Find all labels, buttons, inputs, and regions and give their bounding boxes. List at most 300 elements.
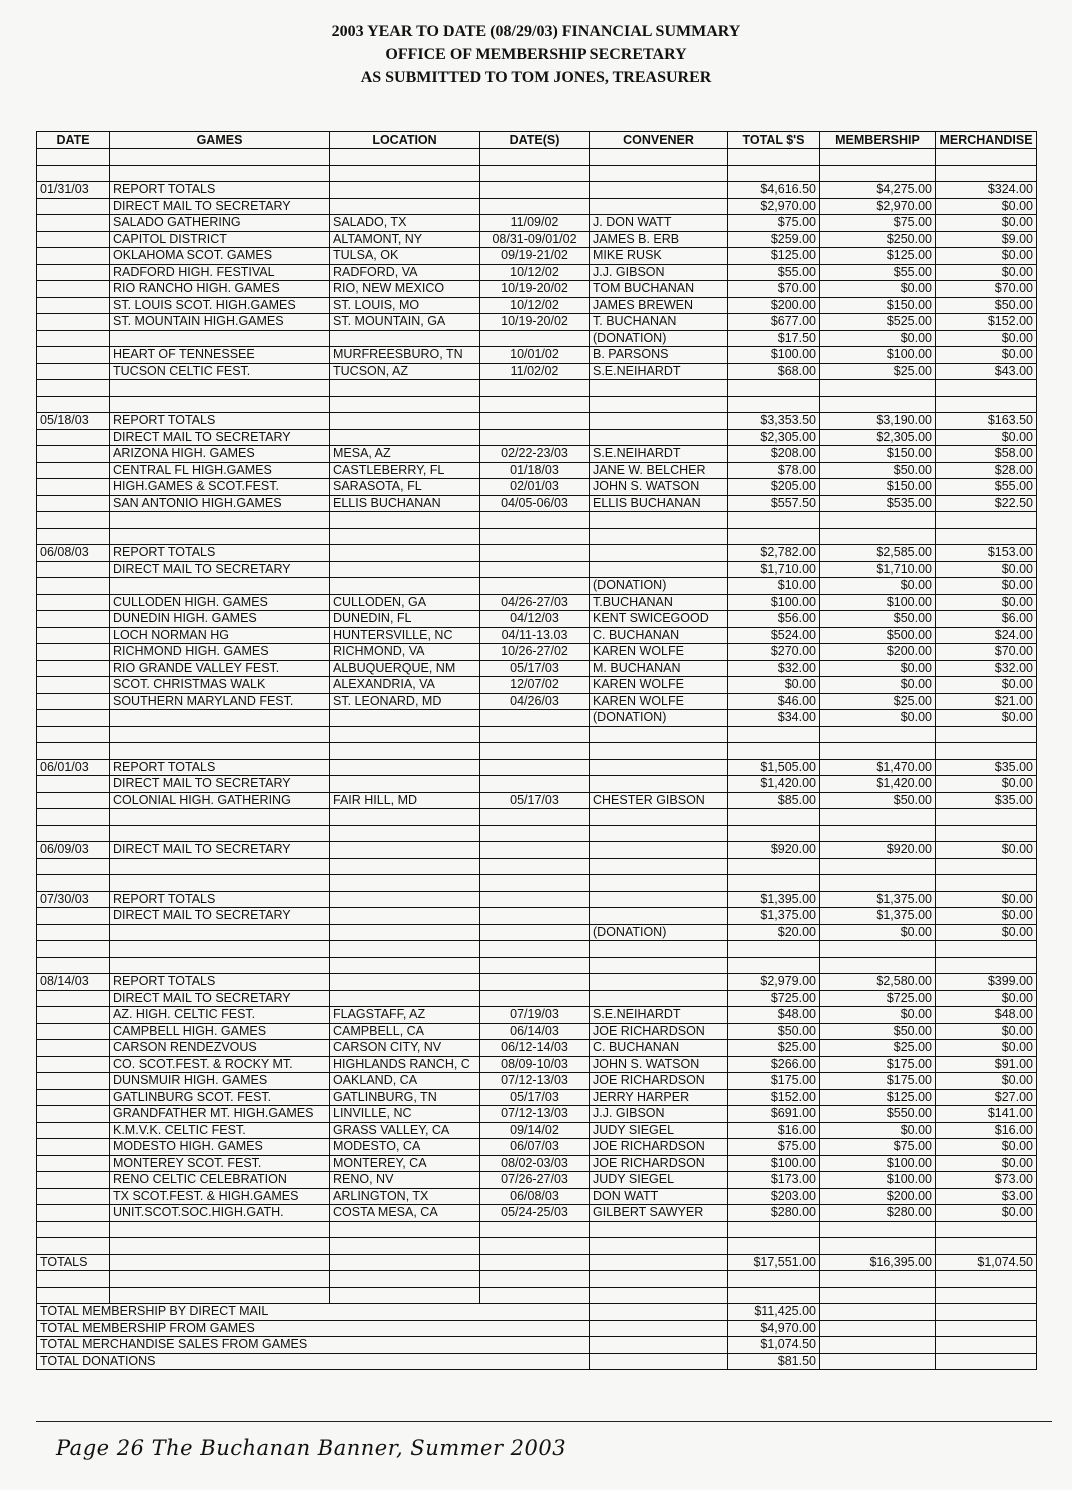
table-row xyxy=(37,264,1037,281)
cell-dates xyxy=(480,182,590,199)
cell-merchandise: $0.00 xyxy=(936,891,1037,908)
cell-merchandise: $6.00 xyxy=(936,611,1037,628)
cell-games xyxy=(110,380,330,397)
cell-location xyxy=(330,990,480,1007)
cell-merchandise xyxy=(936,825,1037,842)
cell-location: CASTLEBERRY, FL xyxy=(330,462,480,479)
cell-games: DIRECT MAIL TO SECRETARY xyxy=(110,561,330,578)
cell-games xyxy=(110,726,330,743)
cell-date xyxy=(37,1007,110,1024)
cell-convener: (DONATION) xyxy=(590,578,728,595)
cell-location: ST. LEONARD, MD xyxy=(330,693,480,710)
cell-membership: $25.00 xyxy=(820,363,936,380)
cell-convener xyxy=(590,165,728,182)
cell-convener: C. BUCHANAN xyxy=(590,627,728,644)
cell-total: $70.00 xyxy=(728,281,820,298)
cell-location: HUNTERSVILLE, NC xyxy=(330,627,480,644)
cell-games: MODESTO HIGH. GAMES xyxy=(110,1139,330,1156)
cell-merchandise: $0.00 xyxy=(936,347,1037,364)
cell-games xyxy=(110,710,330,727)
cell-membership xyxy=(820,858,936,875)
cell-membership: $16,395.00 xyxy=(820,1254,936,1271)
cell-membership: $920.00 xyxy=(820,842,936,859)
cell-date xyxy=(37,363,110,380)
cell-date xyxy=(37,1089,110,1106)
cell-convener xyxy=(590,1238,728,1255)
summary-empty xyxy=(820,1320,936,1337)
cell-date xyxy=(37,644,110,661)
table-row xyxy=(37,842,1037,859)
summary-gap xyxy=(590,1304,728,1321)
cell-merchandise: $21.00 xyxy=(936,693,1037,710)
table-row xyxy=(37,644,1037,661)
cell-date: 07/30/03 xyxy=(37,891,110,908)
cell-date xyxy=(37,1287,110,1304)
cell-membership xyxy=(820,875,936,892)
cell-membership xyxy=(820,941,936,958)
cell-convener: T. BUCHANAN xyxy=(590,314,728,331)
cell-date xyxy=(37,792,110,809)
cell-games: CAPITOL DISTRICT xyxy=(110,231,330,248)
cell-date xyxy=(37,1122,110,1139)
cell-membership: $0.00 xyxy=(820,281,936,298)
cell-date xyxy=(37,281,110,298)
cell-date xyxy=(37,347,110,364)
cell-convener xyxy=(590,1254,728,1271)
cell-merchandise: $0.00 xyxy=(936,198,1037,215)
cell-membership: $25.00 xyxy=(820,693,936,710)
cell-membership: $0.00 xyxy=(820,330,936,347)
cell-dates xyxy=(480,545,590,562)
cell-membership: $500.00 xyxy=(820,627,936,644)
cell-games: RENO CELTIC CELEBRATION xyxy=(110,1172,330,1189)
cell-date xyxy=(37,710,110,727)
cell-date: 05/18/03 xyxy=(37,413,110,430)
cell-location xyxy=(330,396,480,413)
table-row xyxy=(37,693,1037,710)
cell-location: ELLIS BUCHANAN xyxy=(330,495,480,512)
cell-convener: C. BUCHANAN xyxy=(590,1040,728,1057)
cell-dates xyxy=(480,957,590,974)
cell-dates: 10/12/02 xyxy=(480,264,590,281)
table-row xyxy=(37,1254,1037,1271)
table-row xyxy=(37,809,1037,826)
cell-total: $1,375.00 xyxy=(728,908,820,925)
cell-total: $17,551.00 xyxy=(728,1254,820,1271)
cell-date xyxy=(37,1155,110,1172)
cell-location: COSTA MESA, CA xyxy=(330,1205,480,1222)
cell-games: CO. SCOT.FEST. & ROCKY MT. xyxy=(110,1056,330,1073)
cell-total xyxy=(728,512,820,529)
cell-membership: $100.00 xyxy=(820,347,936,364)
cell-merchandise: $0.00 xyxy=(936,1040,1037,1057)
cell-membership: $525.00 xyxy=(820,314,936,331)
cell-date xyxy=(37,908,110,925)
cell-merchandise: $0.00 xyxy=(936,264,1037,281)
summary-row xyxy=(37,1320,1037,1337)
table-row xyxy=(37,512,1037,529)
cell-games: REPORT TOTALS xyxy=(110,545,330,562)
cell-total: $1,395.00 xyxy=(728,891,820,908)
cell-games: MONTEREY SCOT. FEST. xyxy=(110,1155,330,1172)
cell-merchandise xyxy=(936,528,1037,545)
cell-location xyxy=(330,908,480,925)
table-row xyxy=(37,528,1037,545)
cell-dates xyxy=(480,908,590,925)
cell-games: CAMPBELL HIGH. GAMES xyxy=(110,1023,330,1040)
cell-merchandise: $0.00 xyxy=(936,429,1037,446)
cell-merchandise xyxy=(936,743,1037,760)
cell-games xyxy=(110,957,330,974)
cell-dates: 10/19-20/02 xyxy=(480,314,590,331)
cell-merchandise: $0.00 xyxy=(936,710,1037,727)
cell-location: GATLINBURG, TN xyxy=(330,1089,480,1106)
cell-membership xyxy=(820,1271,936,1288)
table-row xyxy=(37,1122,1037,1139)
summary-row xyxy=(37,1337,1037,1354)
footer-rule xyxy=(36,1421,1052,1422)
table-row xyxy=(37,363,1037,380)
cell-total: $175.00 xyxy=(728,1073,820,1090)
cell-total xyxy=(728,941,820,958)
cell-convener: JOE RICHARDSON xyxy=(590,1023,728,1040)
cell-membership: $50.00 xyxy=(820,1023,936,1040)
cell-membership: $250.00 xyxy=(820,231,936,248)
cell-games: DIRECT MAIL TO SECRETARY xyxy=(110,429,330,446)
cell-merchandise: $73.00 xyxy=(936,1172,1037,1189)
cell-location xyxy=(330,182,480,199)
table-row xyxy=(37,1287,1037,1304)
cell-location xyxy=(330,974,480,991)
cell-date xyxy=(37,495,110,512)
cell-total: $50.00 xyxy=(728,1023,820,1040)
header-row xyxy=(37,132,1037,149)
table-row xyxy=(37,429,1037,446)
cell-convener xyxy=(590,809,728,826)
cell-date xyxy=(37,462,110,479)
cell-dates xyxy=(480,578,590,595)
cell-merchandise xyxy=(936,941,1037,958)
cell-total: $270.00 xyxy=(728,644,820,661)
cell-total: $55.00 xyxy=(728,264,820,281)
cell-date xyxy=(37,429,110,446)
cell-location xyxy=(330,512,480,529)
cell-merchandise xyxy=(936,396,1037,413)
cell-convener xyxy=(590,858,728,875)
cell-date xyxy=(37,248,110,265)
cell-dates xyxy=(480,528,590,545)
cell-games: REPORT TOTALS xyxy=(110,413,330,430)
cell-convener: CHESTER GIBSON xyxy=(590,792,728,809)
table-row xyxy=(37,1023,1037,1040)
cell-convener: JOHN S. WATSON xyxy=(590,1056,728,1073)
cell-dates: 05/24-25/03 xyxy=(480,1205,590,1222)
cell-dates: 06/07/03 xyxy=(480,1139,590,1156)
cell-total: $200.00 xyxy=(728,297,820,314)
cell-games: SCOT. CHRISTMAS WALK xyxy=(110,677,330,694)
cell-membership: $1,470.00 xyxy=(820,759,936,776)
cell-convener xyxy=(590,726,728,743)
cell-total: $259.00 xyxy=(728,231,820,248)
summary-empty xyxy=(936,1304,1037,1321)
cell-convener: S.E.NEIHARDT xyxy=(590,1007,728,1024)
cell-date xyxy=(37,594,110,611)
cell-games: GRANDFATHER MT. HIGH.GAMES xyxy=(110,1106,330,1123)
cell-membership: $50.00 xyxy=(820,462,936,479)
cell-merchandise xyxy=(936,1287,1037,1304)
cell-date xyxy=(37,528,110,545)
cell-dates: 10/01/02 xyxy=(480,347,590,364)
table-row xyxy=(37,314,1037,331)
cell-membership xyxy=(820,1221,936,1238)
cell-membership: $100.00 xyxy=(820,1155,936,1172)
cell-membership xyxy=(820,743,936,760)
cell-games: RICHMOND HIGH. GAMES xyxy=(110,644,330,661)
cell-games: RADFORD HIGH. FESTIVAL xyxy=(110,264,330,281)
cell-total: $48.00 xyxy=(728,1007,820,1024)
table-row xyxy=(37,396,1037,413)
cell-membership xyxy=(820,528,936,545)
cell-total: $1,710.00 xyxy=(728,561,820,578)
cell-total: $100.00 xyxy=(728,347,820,364)
cell-total: $2,970.00 xyxy=(728,198,820,215)
cell-dates: 10/26-27/02 xyxy=(480,644,590,661)
summary-label: TOTAL MEMBERSHIP BY DIRECT MAIL xyxy=(37,1304,590,1321)
cell-location: GRASS VALLEY, CA xyxy=(330,1122,480,1139)
cell-location: MODESTO, CA xyxy=(330,1139,480,1156)
table-row xyxy=(37,281,1037,298)
table-row xyxy=(37,1073,1037,1090)
summary-empty xyxy=(936,1337,1037,1354)
cell-date xyxy=(37,1040,110,1057)
cell-games: DIRECT MAIL TO SECRETARY xyxy=(110,990,330,1007)
cell-convener: JOHN S. WATSON xyxy=(590,479,728,496)
cell-convener: TOM BUCHANAN xyxy=(590,281,728,298)
cell-location xyxy=(330,380,480,397)
cell-dates xyxy=(480,875,590,892)
cell-dates: 06/08/03 xyxy=(480,1188,590,1205)
cell-membership xyxy=(820,957,936,974)
table-row xyxy=(37,495,1037,512)
cell-convener xyxy=(590,396,728,413)
cell-membership: $50.00 xyxy=(820,611,936,628)
cell-total: $266.00 xyxy=(728,1056,820,1073)
summary-gap xyxy=(590,1320,728,1337)
col-header-total: TOTAL $'S xyxy=(728,132,820,149)
table-row xyxy=(37,1040,1037,1057)
cell-location xyxy=(330,330,480,347)
cell-convener xyxy=(590,941,728,958)
cell-location xyxy=(330,561,480,578)
cell-location: RIO, NEW MEXICO xyxy=(330,281,480,298)
cell-date xyxy=(37,693,110,710)
cell-membership xyxy=(820,726,936,743)
cell-dates xyxy=(480,413,590,430)
cell-merchandise: $55.00 xyxy=(936,479,1037,496)
cell-merchandise xyxy=(936,875,1037,892)
table-row xyxy=(37,347,1037,364)
cell-total xyxy=(728,825,820,842)
cell-total: $25.00 xyxy=(728,1040,820,1057)
cell-total: $16.00 xyxy=(728,1122,820,1139)
table-row xyxy=(37,1172,1037,1189)
table-row xyxy=(37,545,1037,562)
cell-location: ALTAMONT, NY xyxy=(330,231,480,248)
table-row xyxy=(37,908,1037,925)
cell-dates xyxy=(480,842,590,859)
cell-merchandise: $0.00 xyxy=(936,1139,1037,1156)
cell-total xyxy=(728,743,820,760)
table-row xyxy=(37,446,1037,463)
cell-date xyxy=(37,677,110,694)
cell-membership: $0.00 xyxy=(820,660,936,677)
header-office-line: OFFICE OF MEMBERSHIP SECRETARY xyxy=(385,46,687,63)
table-row xyxy=(37,990,1037,1007)
cell-merchandise: $0.00 xyxy=(936,1073,1037,1090)
cell-convener: (DONATION) xyxy=(590,330,728,347)
cell-date xyxy=(37,1221,110,1238)
cell-date xyxy=(37,957,110,974)
cell-dates xyxy=(480,165,590,182)
cell-dates: 05/17/03 xyxy=(480,660,590,677)
cell-membership: $2,585.00 xyxy=(820,545,936,562)
summary-value: $81.50 xyxy=(728,1353,820,1370)
cell-date xyxy=(37,165,110,182)
table-row xyxy=(37,825,1037,842)
cell-total: $152.00 xyxy=(728,1089,820,1106)
cell-total xyxy=(728,875,820,892)
cell-games: DUNSMUIR HIGH. GAMES xyxy=(110,1073,330,1090)
cell-convener xyxy=(590,413,728,430)
cell-convener: J. DON WATT xyxy=(590,215,728,232)
cell-total xyxy=(728,396,820,413)
cell-dates: 07/26-27/03 xyxy=(480,1172,590,1189)
cell-date xyxy=(37,264,110,281)
table-body xyxy=(37,149,1037,1370)
cell-total: $173.00 xyxy=(728,1172,820,1189)
cell-dates xyxy=(480,924,590,941)
cell-membership: $0.00 xyxy=(820,578,936,595)
cell-dates xyxy=(480,759,590,776)
cell-merchandise: $152.00 xyxy=(936,314,1037,331)
cell-location: CAMPBELL, CA xyxy=(330,1023,480,1040)
cell-date xyxy=(37,611,110,628)
cell-convener xyxy=(590,743,728,760)
cell-games: RIO RANCHO HIGH. GAMES xyxy=(110,281,330,298)
cell-total: $725.00 xyxy=(728,990,820,1007)
cell-merchandise xyxy=(936,512,1037,529)
cell-merchandise: $16.00 xyxy=(936,1122,1037,1139)
cell-location xyxy=(330,1221,480,1238)
table-row xyxy=(37,297,1037,314)
cell-location xyxy=(330,1271,480,1288)
cell-games: OKLAHOMA SCOT. GAMES xyxy=(110,248,330,265)
cell-games: DIRECT MAIL TO SECRETARY xyxy=(110,842,330,859)
cell-games xyxy=(110,825,330,842)
table-row xyxy=(37,578,1037,595)
cell-total: $920.00 xyxy=(728,842,820,859)
cell-membership: $125.00 xyxy=(820,248,936,265)
cell-location: RICHMOND, VA xyxy=(330,644,480,661)
cell-games: HIGH.GAMES & SCOT.FEST. xyxy=(110,479,330,496)
summary-label: TOTAL DONATIONS xyxy=(37,1353,590,1370)
cell-date xyxy=(37,660,110,677)
cell-date xyxy=(37,512,110,529)
cell-total: $85.00 xyxy=(728,792,820,809)
cell-membership: $725.00 xyxy=(820,990,936,1007)
cell-date xyxy=(37,1139,110,1156)
cell-games: RIO GRANDE VALLEY FEST. xyxy=(110,660,330,677)
cell-location xyxy=(330,528,480,545)
table-row xyxy=(37,165,1037,182)
cell-membership: $0.00 xyxy=(820,1122,936,1139)
cell-location: RENO, NV xyxy=(330,1172,480,1189)
cell-convener: KAREN WOLFE xyxy=(590,693,728,710)
cell-total xyxy=(728,165,820,182)
cell-games: HEART OF TENNESSEE xyxy=(110,347,330,364)
cell-games: CARSON RENDEZVOUS xyxy=(110,1040,330,1057)
cell-merchandise: $22.50 xyxy=(936,495,1037,512)
cell-dates: 07/12-13/03 xyxy=(480,1106,590,1123)
cell-convener: GILBERT SAWYER xyxy=(590,1205,728,1222)
cell-membership xyxy=(820,1287,936,1304)
cell-membership: $3,190.00 xyxy=(820,413,936,430)
cell-date xyxy=(37,858,110,875)
table-row xyxy=(37,1106,1037,1123)
table-row xyxy=(37,413,1037,430)
cell-location xyxy=(330,809,480,826)
cell-location: FLAGSTAFF, AZ xyxy=(330,1007,480,1024)
cell-merchandise: $0.00 xyxy=(936,776,1037,793)
cell-date: 06/09/03 xyxy=(37,842,110,859)
summary-value: $1,074.50 xyxy=(728,1337,820,1354)
cell-location: HIGHLANDS RANCH, C xyxy=(330,1056,480,1073)
cell-dates: 04/05-06/03 xyxy=(480,495,590,512)
cell-total: $100.00 xyxy=(728,1155,820,1172)
cell-merchandise xyxy=(936,809,1037,826)
cell-location: MONTEREY, CA xyxy=(330,1155,480,1172)
cell-location: ALEXANDRIA, VA xyxy=(330,677,480,694)
cell-games xyxy=(110,330,330,347)
header-title-line: 2003 YEAR TO DATE (08/29/03) FINANCIAL SUMMARY xyxy=(331,23,741,40)
cell-merchandise: $0.00 xyxy=(936,594,1037,611)
cell-convener xyxy=(590,198,728,215)
cell-dates xyxy=(480,396,590,413)
table-row xyxy=(37,891,1037,908)
cell-merchandise: $35.00 xyxy=(936,759,1037,776)
cell-date xyxy=(37,1172,110,1189)
cell-total: $691.00 xyxy=(728,1106,820,1123)
cell-location xyxy=(330,413,480,430)
cell-membership: $200.00 xyxy=(820,644,936,661)
cell-dates: 05/17/03 xyxy=(480,792,590,809)
cell-games xyxy=(110,149,330,166)
cell-membership: $100.00 xyxy=(820,1172,936,1189)
cell-location: SARASOTA, FL xyxy=(330,479,480,496)
cell-dates: 12/07/02 xyxy=(480,677,590,694)
cell-membership: $150.00 xyxy=(820,446,936,463)
cell-total: $0.00 xyxy=(728,677,820,694)
cell-merchandise: $324.00 xyxy=(936,182,1037,199)
cell-merchandise xyxy=(936,957,1037,974)
cell-total xyxy=(728,957,820,974)
cell-merchandise: $9.00 xyxy=(936,231,1037,248)
cell-membership: $2,970.00 xyxy=(820,198,936,215)
cell-membership: $550.00 xyxy=(820,1106,936,1123)
cell-membership: $175.00 xyxy=(820,1056,936,1073)
cell-merchandise: $153.00 xyxy=(936,545,1037,562)
cell-convener xyxy=(590,182,728,199)
